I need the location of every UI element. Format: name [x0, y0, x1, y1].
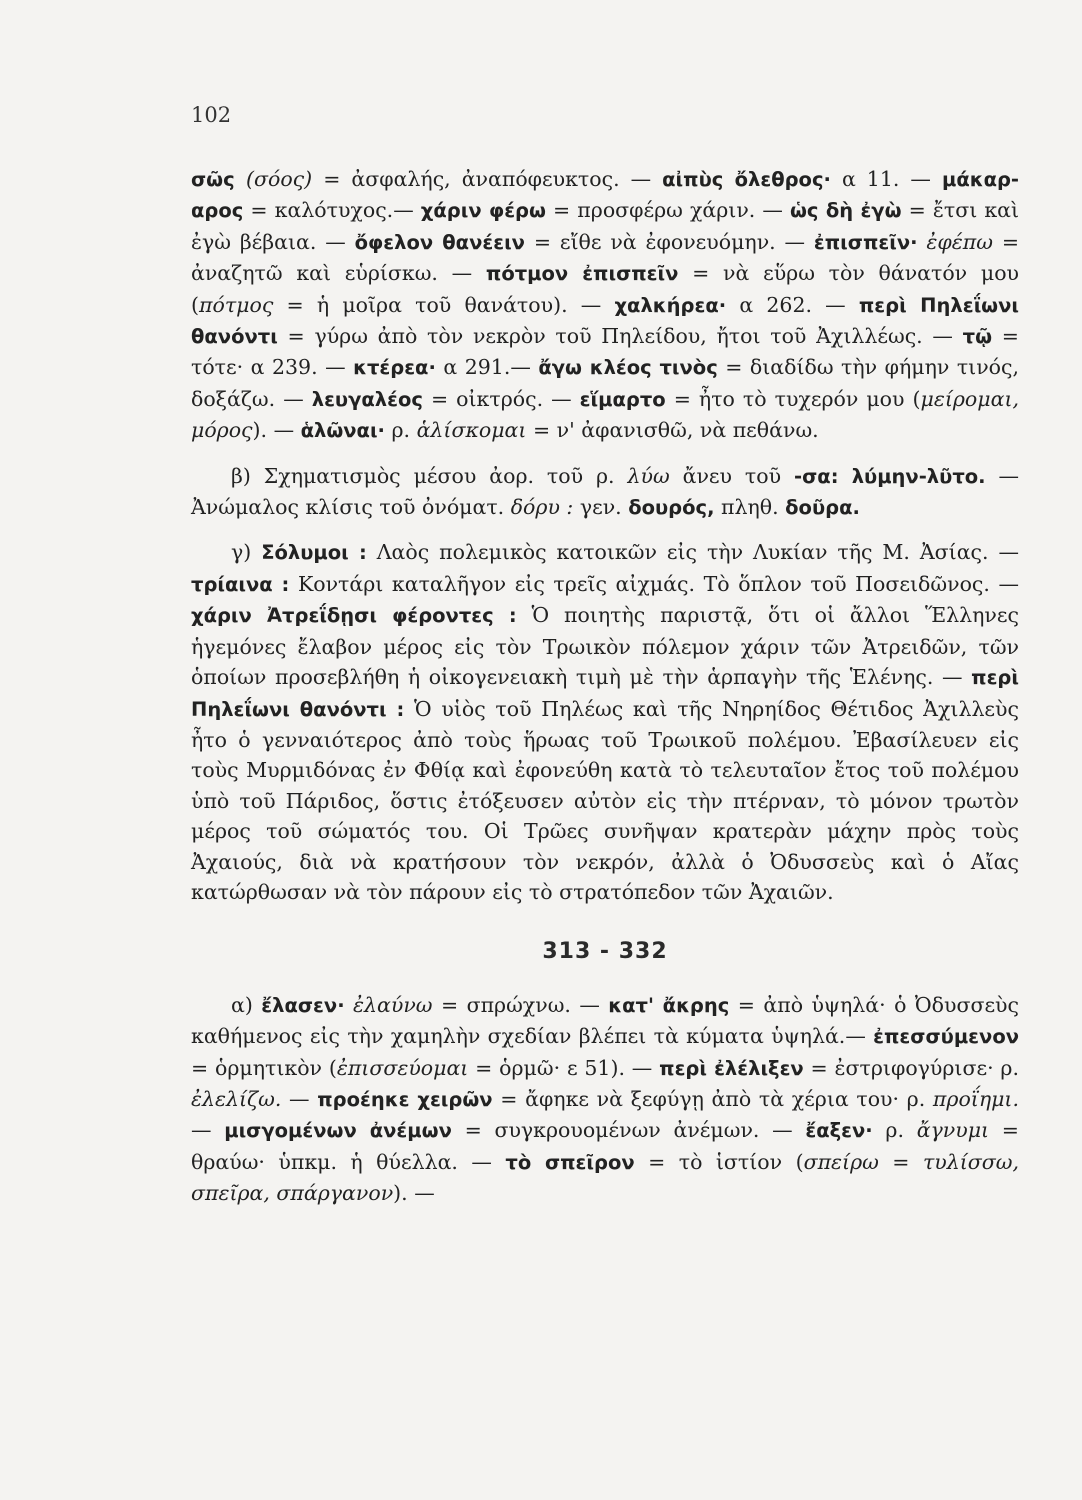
gloss-text: —: [191, 1118, 225, 1143]
lemma-term: ἄγω κλέος τινὸς: [538, 356, 718, 380]
gloss-text: α 262. —: [726, 292, 859, 317]
lemma-term: ἁλῶναι·: [300, 419, 385, 443]
lemma-term: Σόλυμοι :: [261, 541, 367, 565]
gloss-text: = προσφέρω χάριν. —: [545, 198, 790, 223]
paragraph: [191, 164, 1019, 447]
gloss-text: = καλότυχος.—: [243, 198, 421, 223]
section-heading: 313 - 332: [542, 939, 668, 965]
lemma-term: ὡς δὴ ἐγὼ: [789, 199, 902, 223]
italic-form: ἐλαύνω: [344, 992, 433, 1017]
gloss-text: = οἰκτρός. —: [422, 386, 580, 411]
italic-form: δόρυ :: [510, 495, 574, 520]
gloss-text: = γύρω ἀπὸ τὸν νεκρὸν τοῦ Πηλείδου, ἤτοι τοῦ Ἀχιλλέως. —: [277, 324, 963, 349]
gloss-text: = ἀπὸ ὑψηλά· ὁ Ὀδυσσεὺς καθήμενος εἰς τὴν χαμηλὴν σχεδίαν βλέπει τὰ κύματα ὑψηλά.—: [191, 992, 1020, 1049]
lemma-term: περὶ ἐλέλιξεν: [659, 1056, 804, 1080]
italic-form: ἐπισσεύομαι: [336, 1055, 469, 1080]
gloss-text: ρ.: [384, 418, 417, 443]
lemma-term: χάριν Ἀτρεΐδῃσι φέροντες :: [191, 604, 517, 628]
gloss-text: ἄνευ τοῦ: [669, 463, 795, 488]
lemma-term: δοῦρα.: [785, 496, 860, 520]
lemma-term: ἔλασεν·: [261, 993, 345, 1017]
lemma-term: πότμον ἐπισπεῖν: [485, 262, 679, 286]
italic-form: πότμος: [199, 292, 274, 317]
gloss-text: α 11. —: [830, 167, 942, 191]
lemma-term: ἔαξεν·: [805, 1119, 873, 1143]
gloss-text: = ἡ μοῖρα τοῦ θανάτου). —: [273, 292, 615, 317]
gloss-text: = ὁρμητικὸν (: [191, 1055, 337, 1080]
lemma-term: -σα: λύμην-λῦτο.: [794, 464, 986, 488]
lemma-term: περὶ Πηλεΐωνι θανόντι :: [191, 666, 1019, 721]
gloss-text: = ἀσφαλής, ἀναπόφευκτος. —: [323, 167, 663, 191]
gloss-text: = εἴθε νὰ ἐφονευόμην. —: [524, 229, 814, 254]
italic-form: (σόος): [246, 167, 324, 191]
gloss-text: = θραύω· ὑπκμ. ἡ θύελλα. —: [191, 1118, 1019, 1174]
commentary-block-after: [191, 990, 1019, 1209]
italic-form: ἐφέπω: [917, 229, 993, 254]
gloss-text: α): [231, 992, 262, 1017]
gloss-text: πληθ.: [714, 495, 786, 520]
gloss-text: = ἦτο τὸ τυχερόν μου (: [665, 386, 921, 411]
page-number: 102: [191, 103, 232, 127]
gloss-text: α 291.—: [435, 355, 539, 380]
lemma-term: προέηκε χειρῶν: [317, 1087, 493, 1111]
lemma-term: εἵμαρτο: [579, 387, 666, 411]
gloss-text: β) Σχηματισμὸς μέσου ἀορ. τοῦ ρ.: [231, 463, 628, 488]
paragraph: [191, 990, 1019, 1209]
commentary-block-before: [191, 164, 1019, 907]
italic-form: λύω: [627, 463, 670, 488]
gloss-text: = ἀναζητῶ καὶ εὑρίσκω. —: [191, 229, 1020, 286]
gloss-text: = τὸ ἱστίον (: [634, 1149, 804, 1174]
lemma-term: σῶς: [191, 168, 246, 191]
gloss-text: Κοντάρι καταλῆγον εἰς τρεῖς αἰχμάς. Τὸ ὅπλον τοῦ Ποσειδῶνος. —: [289, 571, 1019, 596]
lemma-term: τὸ σπεῖρον: [505, 1150, 635, 1174]
lemma-term: ἐπεσσύμενον: [873, 1025, 1019, 1049]
lemma-term: μισγομένων ἀνέμων: [224, 1119, 452, 1143]
gloss-text: = ἄφηκε νὰ ξεφύγῃ ἀπὸ τὰ χέρια του· ρ.: [492, 1086, 933, 1111]
lemma-term: τρίαινα :: [191, 572, 290, 596]
lemma-term: χάριν φέρω: [420, 199, 546, 223]
lemma-term: κτέρεα·: [353, 356, 436, 380]
gloss-text: ). —: [252, 418, 301, 443]
lemma-term: τῷ: [962, 325, 993, 349]
lemma-term: ἐπισπεῖν·: [813, 230, 918, 254]
lemma-term: λευγαλέος: [311, 387, 423, 411]
gloss-text: = ν' ἀφανισθῶ, νὰ πεθάνω.: [526, 418, 819, 443]
italic-form: μείρομαι, μόρος: [191, 386, 1019, 443]
gloss-text: = τότε· α 239. —: [191, 324, 1019, 380]
paragraph: [191, 461, 1019, 524]
gloss-text: γ): [231, 540, 262, 565]
gloss-text: = συγκρουομένων ἀνέμων. —: [451, 1118, 806, 1143]
gloss-text: = διαδίδω τὴν φήμην τινός, δοξάζω. —: [191, 355, 1019, 411]
gloss-text: γεν.: [573, 495, 629, 520]
gloss-text: ). —: [393, 1181, 435, 1206]
lemma-term: κατ' ἄκρης: [608, 993, 730, 1017]
lemma-term: χαλκήρεα·: [614, 293, 727, 317]
gloss-text: — Ἀνώμαλος κλίσις τοῦ ὀνόματ.: [191, 463, 1019, 520]
gloss-text: = ἐστριφογύρισε· ρ.: [803, 1055, 1019, 1080]
gloss-text: Λαὸς πολεμικὸς κατοικῶν εἰς τὴν Λυκίαν τῆς Μ. Ἀσίας. —: [366, 540, 1019, 565]
gloss-text: = νὰ εὕρω τὸν θάνατόν μου (: [191, 261, 1019, 317]
italic-form: σπείρω = τυλίσσω, σπεῖρα, σπάργανον: [191, 1149, 1020, 1206]
lemma-term: δουρός,: [628, 496, 715, 520]
gloss-text: = ὁρμῶ· ε 51). —: [468, 1055, 660, 1080]
gloss-text: = ἔτσι καὶ ἐγὼ βέβαια. —: [191, 198, 1020, 254]
lemma-term: ὄφελον θανέειν: [354, 230, 525, 254]
gloss-text: = σπρώχνω. —: [432, 992, 609, 1017]
lemma-term: μάκαρ-αρος: [191, 168, 1020, 223]
page-content: [191, 164, 1019, 1209]
gloss-text: —: [281, 1086, 318, 1111]
italic-form: ἄγνυμι: [916, 1118, 990, 1143]
italic-form: ἐλελίζω.: [191, 1086, 282, 1111]
paragraph: [191, 537, 1019, 907]
italic-form: ἁλίσκομαι: [416, 418, 527, 443]
gloss-text: ρ.: [872, 1118, 917, 1143]
gloss-text: Ὁ υἱὸς τοῦ Πηλέως καὶ τῆς Νηρηίδος Θέτιδος Ἀχιλλεὺς ἦτο ὁ γενναιότερος ἀπὸ τοὺς ἥρωας τοῦ Τρωικοῦ πολέμου. Ἐβασίλευεν εἰς τοὺς Μυρμιδόνας ἐν Φθίᾳ καὶ ἐφονεύθη κατὰ τὸ τελευταῖον ἔτος τοῦ πολέμου ὑπὸ τοῦ Πάριδος, ὅστις ἐτόξευσεν αὐτὸν εἰς τὴν πτέρναν, τὸ μόνον τρωτὸν μέρος τοῦ σώματός του. Οἱ Τρῶες συνῆψαν κρατερὰν μάχην πρὸς τοὺς Ἀχαιούς, διὰ νὰ κρατήσουν τὸν νεκρόν, ἀλλὰ ὁ Ὀδυσσεὺς καὶ ὁ Αἴας κατώρθωσαν νὰ τὸν πάρουν εἰς τὸ στρατόπεδον τῶν Ἀχαιῶν.: [191, 696, 1019, 904]
lemma-term: περὶ Πηλεΐωνι θανόντι: [191, 293, 1019, 349]
lemma-term: αἰπὺς ὄλεθρος·: [662, 168, 831, 191]
gloss-text: Ὁ ποιητὴς παριστᾷ, ὅτι οἱ ἄλλοι Ἕλληνες ἡγεμόνες ἔλαβον μέρος εἰς τὸν Τρωικὸν πόλεμον χάριν τῶν Ἀτρειδῶν, τῶν ὁποίων προσεβλήθη ἡ οἰκογενειακὴ τιμὴ μὲ τὴν ἁρπαγὴν τῆς Ἑλένης. —: [191, 603, 1019, 690]
italic-form: προΐημι.: [932, 1086, 1019, 1111]
